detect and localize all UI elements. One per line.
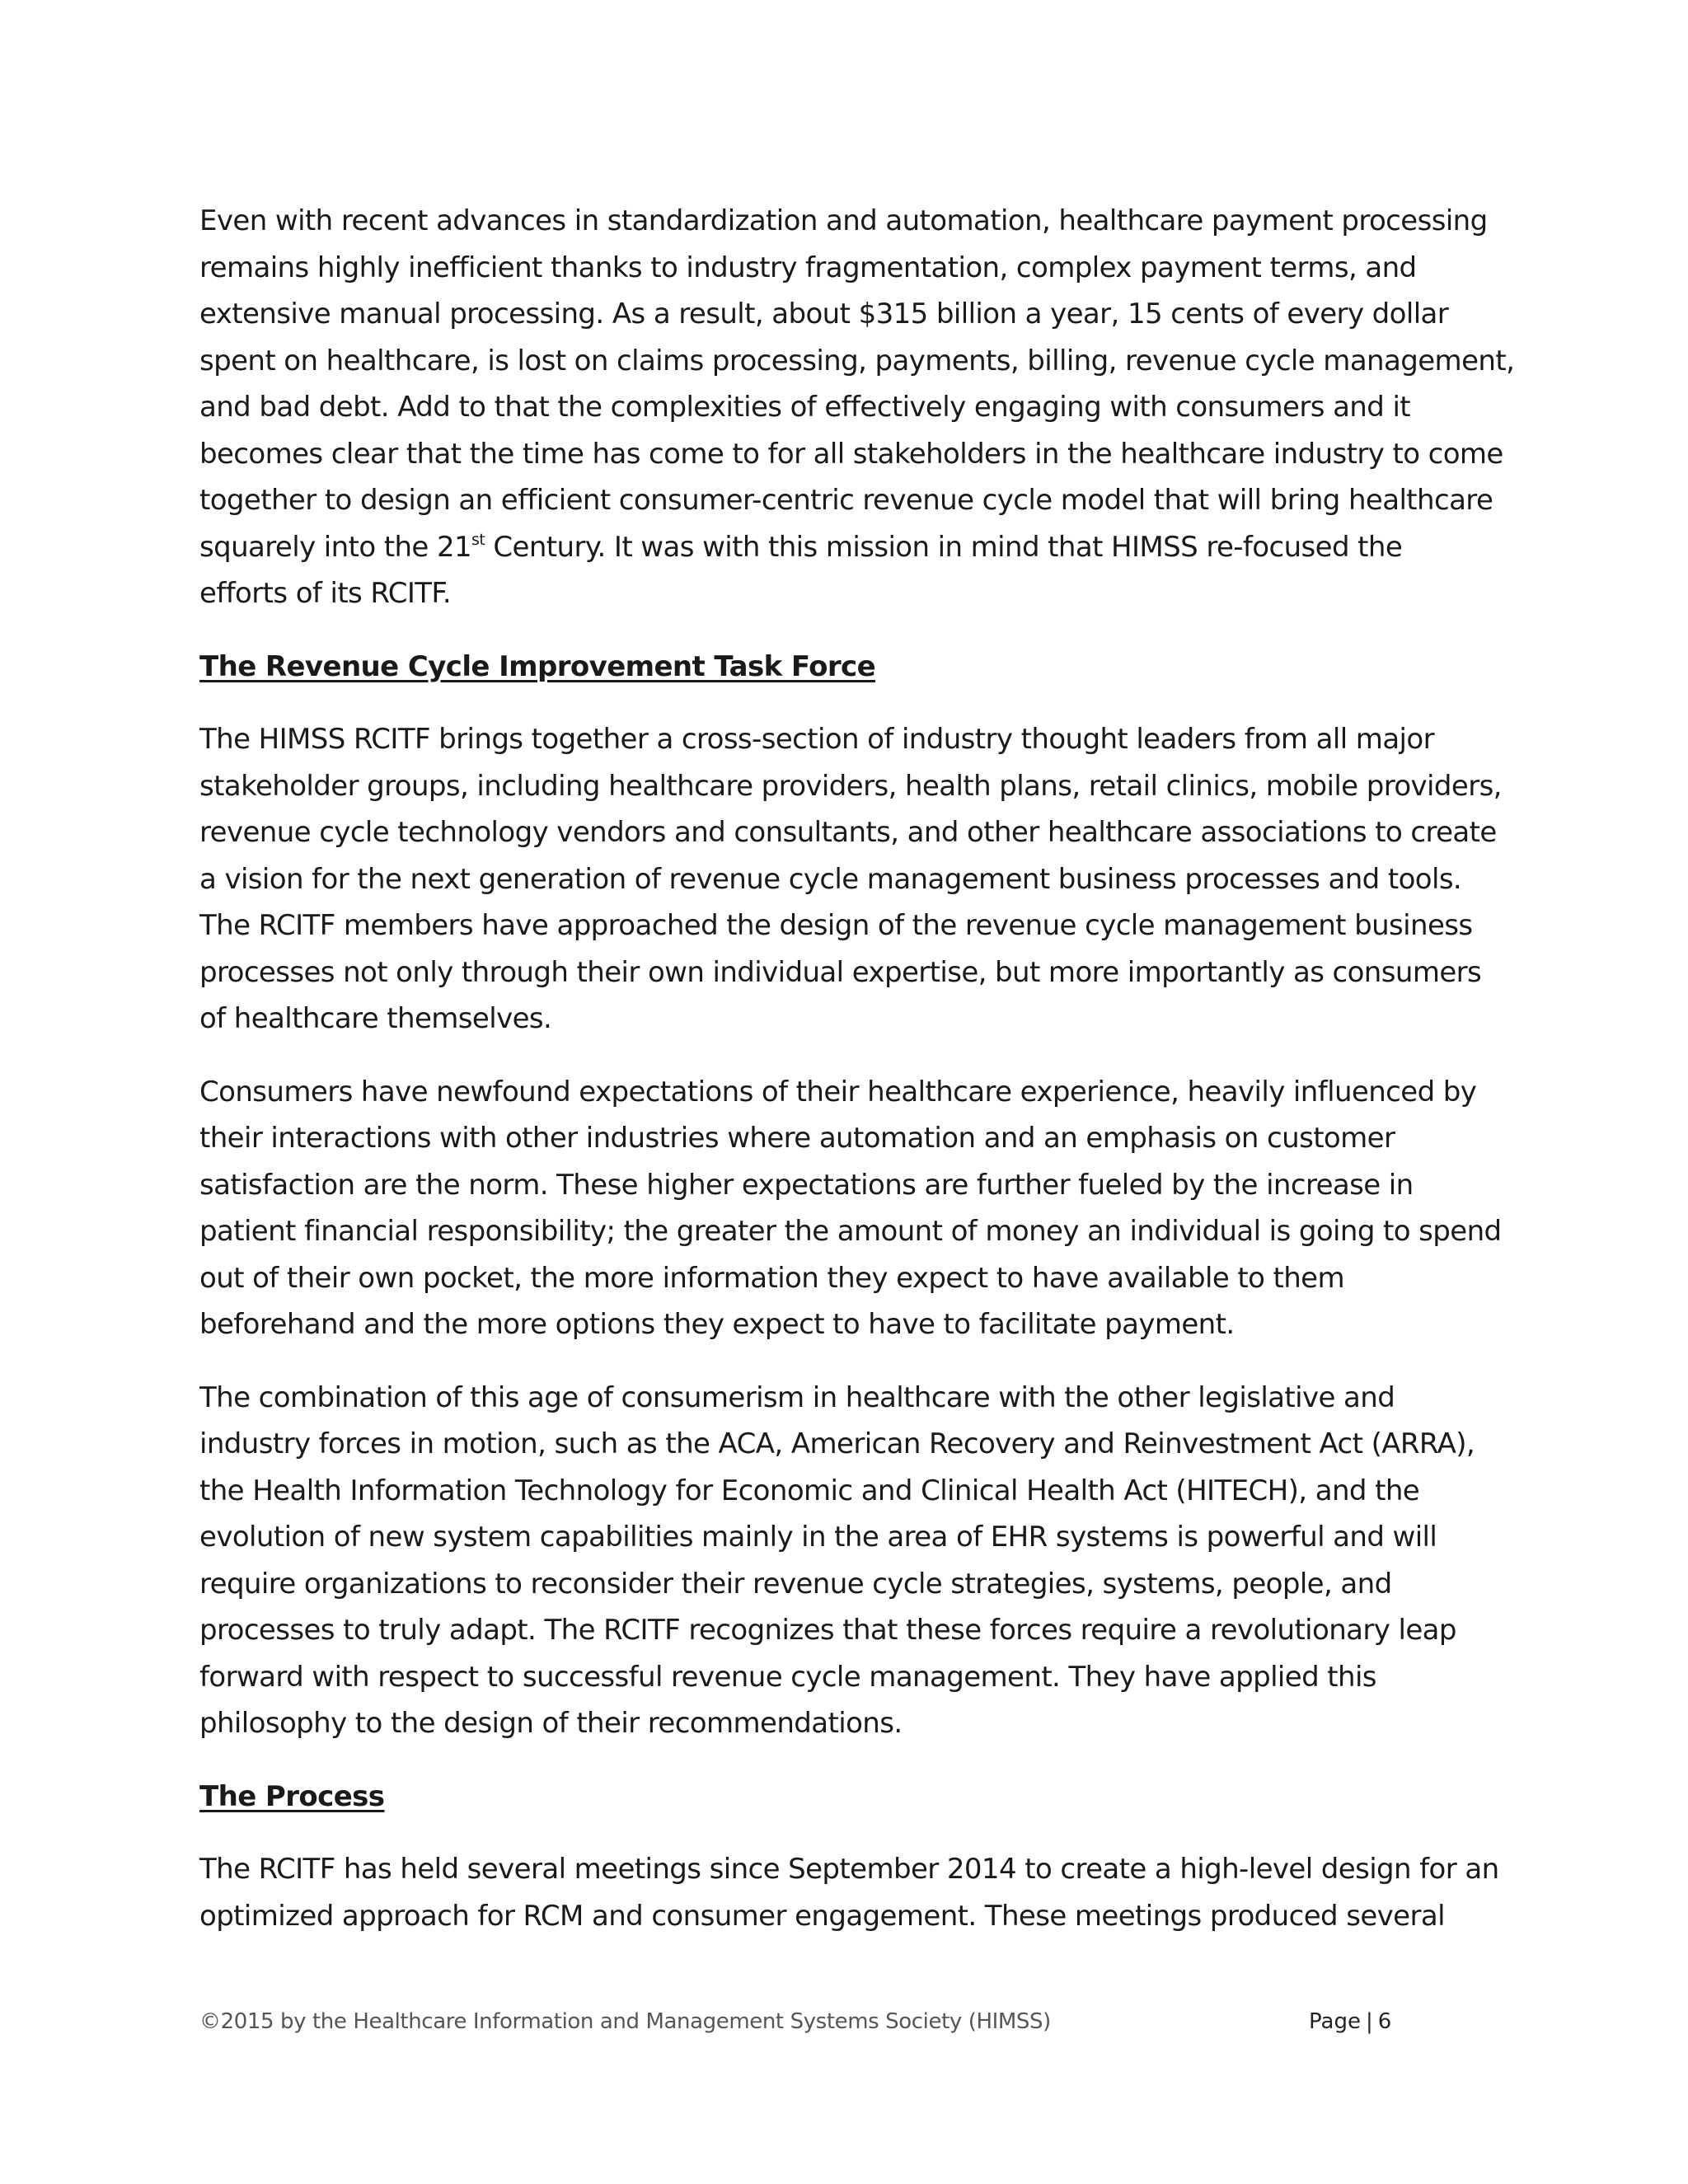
text-line: processes not only through their own individual expertise, but more importantly as consumers xyxy=(199,955,1482,989)
text-line: efforts of its RCITF. xyxy=(199,577,452,610)
consumers-paragraph xyxy=(199,1069,1518,1348)
text-line: optimized approach for RCM and consumer engagement. These meetings produced several xyxy=(199,1899,1445,1933)
text-line: processes to truly adapt. The RCITF recognizes that these forces require a revolutionary leap xyxy=(199,1614,1456,1647)
text-line: patient financial responsibility; the greater the amount of money an individual is going to spend xyxy=(199,1215,1502,1248)
text-line: beforehand and the more options they expect to have to facilitate payment. xyxy=(199,1308,1235,1341)
text-line: The combination of this age of consumerism in healthcare with the other legislative and xyxy=(199,1380,1395,1414)
footer-copyright: ©2015 by the Healthcare Information and Management Systems Society (HIMSS) xyxy=(199,2009,1051,2034)
text-fragment: Century. It was with this mission in mind that HIMSS re-focused the xyxy=(485,530,1403,564)
text-line: satisfaction are the norm. These higher expectations are further fueled by the increase in xyxy=(199,1168,1414,1202)
text-line: industry forces in motion, such as the ACA, American Recovery and Reinvestment Act (ARRA), xyxy=(199,1427,1475,1460)
text-line: The RCITF has held several meetings since September 2014 to create a high-level design for an xyxy=(199,1853,1499,1886)
text-line: out of their own pocket, the more information they expect to have available to them xyxy=(199,1261,1345,1295)
text-line: Consumers have newfound expectations of their healthcare experience, heavily influenced by xyxy=(199,1075,1477,1108)
text-line: the Health Information Technology for Economic and Clinical Health Act (HITECH), and the xyxy=(199,1474,1420,1507)
section-heading-task-force: The Revenue Cycle Improvement Task Force xyxy=(199,649,876,683)
intro-paragraph xyxy=(199,198,1518,617)
page-label: Page xyxy=(1309,2009,1361,2034)
text-line: stakeholder groups, including healthcare providers, health plans, retail clinics, mobile providers, xyxy=(199,769,1502,803)
text-line: and bad debt. Add to that the complexities of effectively engaging with consumers and it xyxy=(199,391,1411,424)
text-line: becomes clear that the time has come to for all stakeholders in the healthcare industry to come xyxy=(199,437,1503,471)
text-line: require organizations to reconsider their revenue cycle strategies, systems, people, and xyxy=(199,1567,1392,1601)
text-line: The HIMSS RCITF brings together a cross-section of industry thought leaders from all major xyxy=(199,723,1434,756)
text-line: evolution of new system capabilities mainly in the area of EHR systems is powerful and will xyxy=(199,1521,1437,1554)
page-separator: | xyxy=(1365,2009,1373,2034)
footer-page-number xyxy=(1309,2009,1391,2034)
text-line: together to design an efficient consumer-centric revenue cycle model that will bring healthcare xyxy=(199,484,1493,517)
text-line: remains highly inefficient thanks to industry fragmentation, complex payment terms, and xyxy=(199,251,1417,284)
text-line: a vision for the next generation of revenue cycle management business processes and tools. xyxy=(199,862,1462,896)
text-line: The RCITF members have approached the design of the revenue cycle management business xyxy=(199,909,1473,942)
text-line: of healthcare themselves. xyxy=(199,1002,552,1035)
task-force-paragraph xyxy=(199,716,1518,1043)
text-line: forward with respect to successful revenue cycle management. They have applied this xyxy=(199,1660,1376,1694)
text-fragment: squarely into the 21 xyxy=(199,530,472,564)
text-line: revenue cycle technology vendors and consultants, and other healthcare associations to create xyxy=(199,816,1497,849)
text-line: their interactions with other industries where automation and an emphasis on customer xyxy=(199,1122,1395,1155)
text-line: extensive manual processing. As a result, about $315 billion a year, 15 cents of every dollar xyxy=(199,298,1449,330)
text-line: spent on healthcare, is lost on claims processing, payments, billing, revenue cycle management, xyxy=(199,344,1515,377)
section-heading-process: The Process xyxy=(199,1779,385,1813)
ordinal-superscript: st xyxy=(471,530,485,549)
page-content xyxy=(199,198,1518,1966)
page-number: 6 xyxy=(1377,2009,1392,2034)
process-paragraph xyxy=(199,1846,1518,1939)
combination-paragraph xyxy=(199,1375,1518,1747)
text-line xyxy=(199,524,1518,571)
text-line: philosophy to the design of their recommendations. xyxy=(199,1707,903,1740)
text-line: Even with recent advances in standardization and automation, healthcare payment processing xyxy=(199,204,1488,237)
